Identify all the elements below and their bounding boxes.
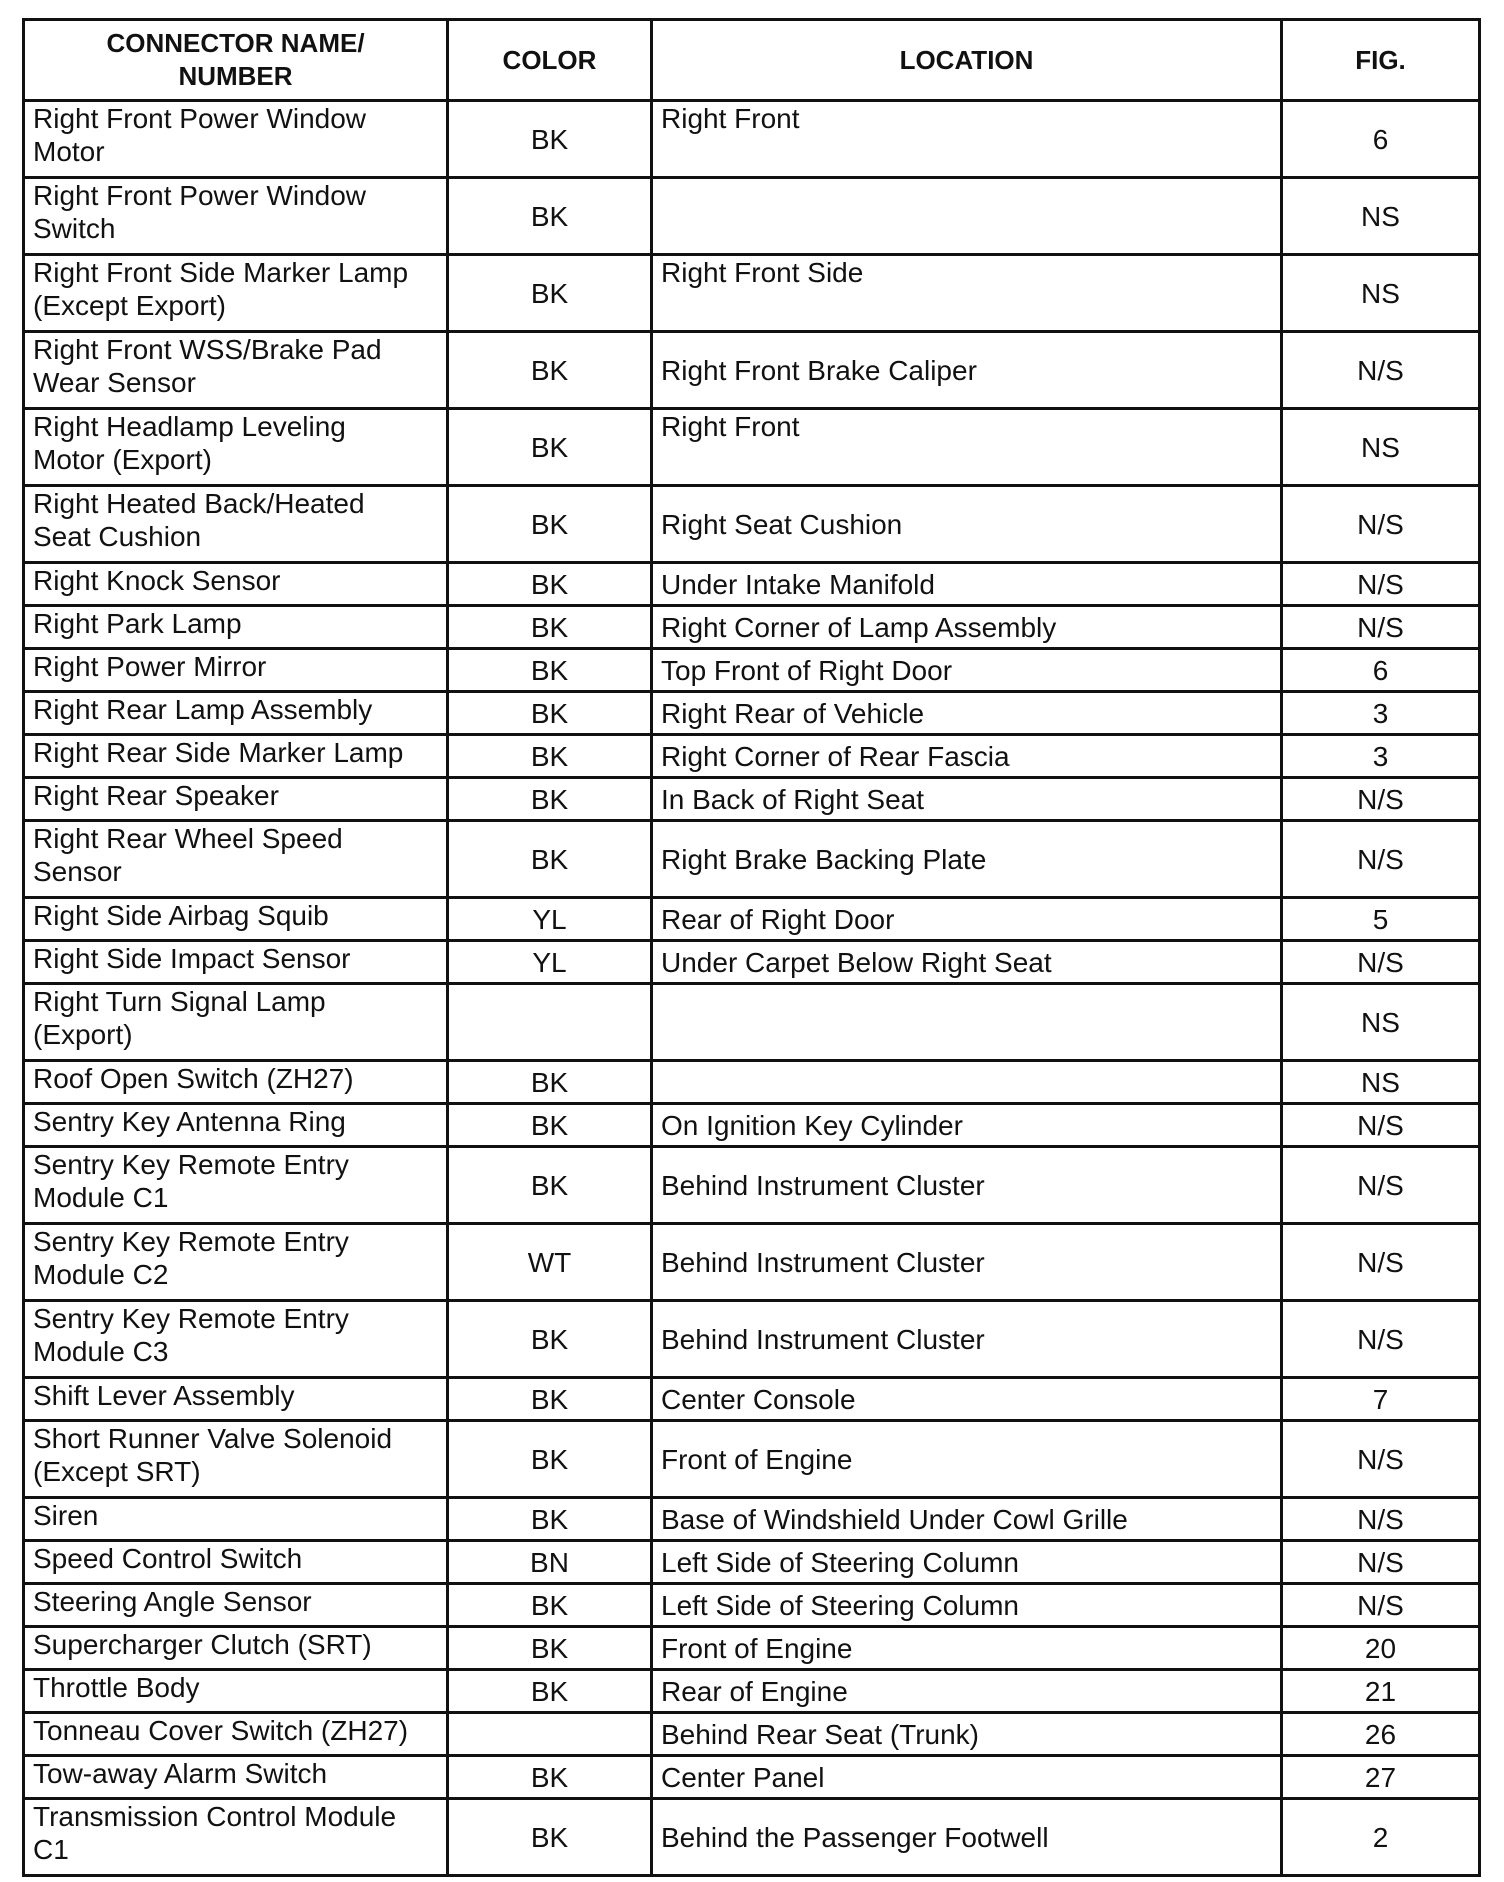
color-cell: BK xyxy=(448,692,652,735)
connector-name-cell: Right Rear Wheel Speed Sensor xyxy=(24,821,448,898)
fig-cell: 20 xyxy=(1282,1627,1480,1670)
table-row xyxy=(24,1147,1480,1224)
table-row xyxy=(24,1224,1480,1301)
location-cell: Under Intake Manifold xyxy=(652,563,1282,606)
fig-cell: 3 xyxy=(1282,692,1480,735)
color-cell: BK xyxy=(448,486,652,563)
table-row xyxy=(24,941,1480,984)
fig-cell: N/S xyxy=(1282,941,1480,984)
fig-cell: NS xyxy=(1282,178,1480,255)
table-row xyxy=(24,1104,1480,1147)
fig-cell: N/S xyxy=(1282,1104,1480,1147)
location-cell xyxy=(652,984,1282,1061)
connector-name-cell: Right Heated Back/Heated Seat Cushion xyxy=(24,486,448,563)
connector-table xyxy=(22,18,1481,1877)
location-cell: Right Front Side xyxy=(652,255,1282,332)
location-cell: Behind Rear Seat (Trunk) xyxy=(652,1713,1282,1756)
table-row xyxy=(24,1061,1480,1104)
location-cell: Behind the Passenger Footwell xyxy=(652,1799,1282,1876)
fig-cell: 6 xyxy=(1282,101,1480,178)
connector-name-cell: Right Front Side Marker Lamp (Except Export) xyxy=(24,255,448,332)
color-cell xyxy=(448,1713,652,1756)
color-cell: BK xyxy=(448,1378,652,1421)
fig-cell: 26 xyxy=(1282,1713,1480,1756)
color-cell: BK xyxy=(448,101,652,178)
connector-name-cell: Supercharger Clutch (SRT) xyxy=(24,1627,448,1670)
location-cell: Behind Instrument Cluster xyxy=(652,1147,1282,1224)
location-cell: Right Front Brake Caliper xyxy=(652,332,1282,409)
location-cell: Right Corner of Lamp Assembly xyxy=(652,606,1282,649)
fig-cell: NS xyxy=(1282,984,1480,1061)
fig-cell: NS xyxy=(1282,409,1480,486)
fig-cell: N/S xyxy=(1282,778,1480,821)
connector-name-cell: Speed Control Switch xyxy=(24,1541,448,1584)
connector-name-cell: Short Runner Valve Solenoid (Except SRT) xyxy=(24,1421,448,1498)
fig-cell: 3 xyxy=(1282,735,1480,778)
color-cell: BK xyxy=(448,1498,652,1541)
color-cell: BK xyxy=(448,1147,652,1224)
table-row xyxy=(24,1627,1480,1670)
location-cell: Center Console xyxy=(652,1378,1282,1421)
table-row xyxy=(24,1670,1480,1713)
color-cell: BK xyxy=(448,1301,652,1378)
color-cell: BK xyxy=(448,649,652,692)
color-cell: BK xyxy=(448,332,652,409)
table-row xyxy=(24,984,1480,1061)
table-row xyxy=(24,1756,1480,1799)
connector-name-cell: Right Front Power Window Motor xyxy=(24,101,448,178)
table-row xyxy=(24,409,1480,486)
color-cell: BK xyxy=(448,1756,652,1799)
color-cell: BK xyxy=(448,821,652,898)
header-location: LOCATION xyxy=(652,20,1282,101)
location-cell: Left Side of Steering Column xyxy=(652,1584,1282,1627)
fig-cell: N/S xyxy=(1282,821,1480,898)
color-cell: YL xyxy=(448,898,652,941)
connector-name-cell: Sentry Key Remote Entry Module C3 xyxy=(24,1301,448,1378)
connector-name-cell: Sentry Key Antenna Ring xyxy=(24,1104,448,1147)
location-cell: Base of Windshield Under Cowl Grille xyxy=(652,1498,1282,1541)
location-cell: Top Front of Right Door xyxy=(652,649,1282,692)
location-cell: Front of Engine xyxy=(652,1421,1282,1498)
fig-cell: 27 xyxy=(1282,1756,1480,1799)
table-row xyxy=(24,1799,1480,1876)
color-cell: YL xyxy=(448,941,652,984)
connector-name-cell: Throttle Body xyxy=(24,1670,448,1713)
fig-cell: 7 xyxy=(1282,1378,1480,1421)
connector-name-cell: Steering Angle Sensor xyxy=(24,1584,448,1627)
table-row xyxy=(24,649,1480,692)
location-cell: Right Seat Cushion xyxy=(652,486,1282,563)
fig-cell: N/S xyxy=(1282,1147,1480,1224)
header-fig: FIG. xyxy=(1282,20,1480,101)
table-row xyxy=(24,1301,1480,1378)
connector-name-cell: Shift Lever Assembly xyxy=(24,1378,448,1421)
header-row xyxy=(24,20,1480,101)
location-cell xyxy=(652,1061,1282,1104)
color-cell: BK xyxy=(448,1584,652,1627)
table-row xyxy=(24,563,1480,606)
color-cell: BK xyxy=(448,178,652,255)
location-cell: Right Brake Backing Plate xyxy=(652,821,1282,898)
connector-name-cell: Siren xyxy=(24,1498,448,1541)
connector-name-cell: Roof Open Switch (ZH27) xyxy=(24,1061,448,1104)
connector-name-cell: Right Side Impact Sensor xyxy=(24,941,448,984)
connector-name-cell: Right Knock Sensor xyxy=(24,563,448,606)
table-row xyxy=(24,332,1480,409)
color-cell: BK xyxy=(448,778,652,821)
table-row xyxy=(24,101,1480,178)
table-row xyxy=(24,1378,1480,1421)
location-cell: Right Corner of Rear Fascia xyxy=(652,735,1282,778)
location-cell: On Ignition Key Cylinder xyxy=(652,1104,1282,1147)
connector-name-cell: Right Headlamp Leveling Motor (Export) xyxy=(24,409,448,486)
fig-cell: N/S xyxy=(1282,1541,1480,1584)
table-row xyxy=(24,821,1480,898)
connector-name-cell: Tow-away Alarm Switch xyxy=(24,1756,448,1799)
connector-name-cell: Right Turn Signal Lamp (Export) xyxy=(24,984,448,1061)
header-connector-name: CONNECTOR NAME/ NUMBER xyxy=(24,20,448,101)
table-row xyxy=(24,692,1480,735)
table-row xyxy=(24,898,1480,941)
location-cell: In Back of Right Seat xyxy=(652,778,1282,821)
location-cell: Behind Instrument Cluster xyxy=(652,1224,1282,1301)
connector-name-cell: Right Front Power Window Switch xyxy=(24,178,448,255)
color-cell: BK xyxy=(448,735,652,778)
table-row xyxy=(24,178,1480,255)
color-cell: BK xyxy=(448,409,652,486)
table-row xyxy=(24,486,1480,563)
fig-cell: 5 xyxy=(1282,898,1480,941)
fig-cell: N/S xyxy=(1282,332,1480,409)
connector-name-cell: Transmission Control Module C1 xyxy=(24,1799,448,1876)
location-cell xyxy=(652,178,1282,255)
fig-cell: N/S xyxy=(1282,1421,1480,1498)
connector-name-cell: Right Side Airbag Squib xyxy=(24,898,448,941)
table-row xyxy=(24,735,1480,778)
location-cell: Right Rear of Vehicle xyxy=(652,692,1282,735)
color-cell: BK xyxy=(448,563,652,606)
color-cell: WT xyxy=(448,1224,652,1301)
location-cell: Behind Instrument Cluster xyxy=(652,1301,1282,1378)
table-row xyxy=(24,606,1480,649)
color-cell: BK xyxy=(448,1421,652,1498)
location-cell: Front of Engine xyxy=(652,1627,1282,1670)
header-color: COLOR xyxy=(448,20,652,101)
table-row xyxy=(24,1498,1480,1541)
table-row xyxy=(24,778,1480,821)
connector-name-cell: Sentry Key Remote Entry Module C1 xyxy=(24,1147,448,1224)
connector-name-cell: Right Front WSS/Brake Pad Wear Sensor xyxy=(24,332,448,409)
location-cell: Under Carpet Below Right Seat xyxy=(652,941,1282,984)
location-cell: Right Front xyxy=(652,409,1282,486)
location-cell: Center Panel xyxy=(652,1756,1282,1799)
color-cell: BK xyxy=(448,1799,652,1876)
color-cell: BK xyxy=(448,255,652,332)
color-cell: BK xyxy=(448,1670,652,1713)
color-cell: BK xyxy=(448,606,652,649)
table-row xyxy=(24,255,1480,332)
connector-name-cell: Tonneau Cover Switch (ZH27) xyxy=(24,1713,448,1756)
fig-cell: NS xyxy=(1282,255,1480,332)
location-cell: Rear of Right Door xyxy=(652,898,1282,941)
connector-name-cell: Right Rear Lamp Assembly xyxy=(24,692,448,735)
fig-cell: 6 xyxy=(1282,649,1480,692)
connector-name-cell: Right Rear Speaker xyxy=(24,778,448,821)
fig-cell: NS xyxy=(1282,1061,1480,1104)
color-cell: BK xyxy=(448,1061,652,1104)
table-row xyxy=(24,1541,1480,1584)
fig-cell: N/S xyxy=(1282,1584,1480,1627)
fig-cell: N/S xyxy=(1282,1498,1480,1541)
fig-cell: N/S xyxy=(1282,1301,1480,1378)
fig-cell: 21 xyxy=(1282,1670,1480,1713)
location-cell: Rear of Engine xyxy=(652,1670,1282,1713)
connector-name-cell: Right Power Mirror xyxy=(24,649,448,692)
fig-cell: 2 xyxy=(1282,1799,1480,1876)
fig-cell: N/S xyxy=(1282,606,1480,649)
fig-cell: N/S xyxy=(1282,486,1480,563)
location-cell: Left Side of Steering Column xyxy=(652,1541,1282,1584)
color-cell: BN xyxy=(448,1541,652,1584)
color-cell: BK xyxy=(448,1627,652,1670)
table-row xyxy=(24,1584,1480,1627)
connector-name-cell: Sentry Key Remote Entry Module C2 xyxy=(24,1224,448,1301)
table-row xyxy=(24,1713,1480,1756)
connector-name-cell: Right Park Lamp xyxy=(24,606,448,649)
color-cell xyxy=(448,984,652,1061)
location-cell: Right Front xyxy=(652,101,1282,178)
table-row xyxy=(24,1421,1480,1498)
fig-cell: N/S xyxy=(1282,1224,1480,1301)
color-cell: BK xyxy=(448,1104,652,1147)
fig-cell: N/S xyxy=(1282,563,1480,606)
connector-name-cell: Right Rear Side Marker Lamp xyxy=(24,735,448,778)
